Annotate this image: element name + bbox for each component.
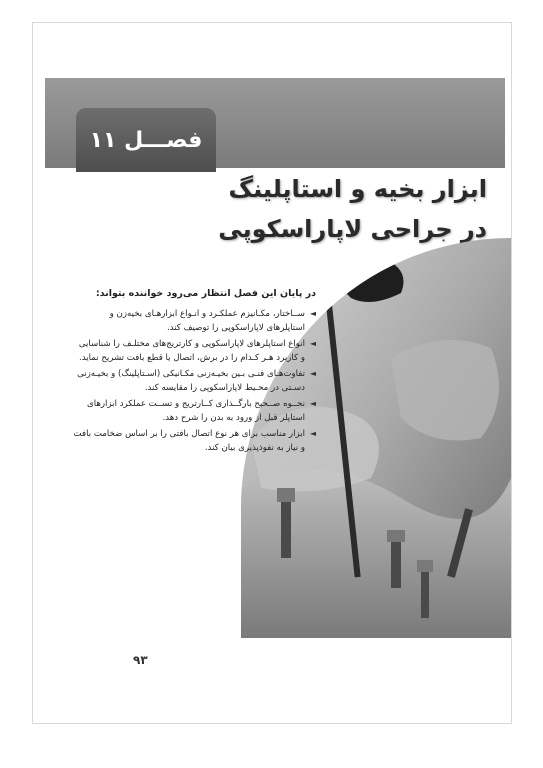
objectives-list bbox=[73, 307, 316, 455]
triangle-left-icon: ◄ bbox=[309, 399, 316, 408]
list-item: ◄ ســاختار، مکـانیزم عملکـرد و انـواع ابزارهـای بخیه‌زن و استاپلرهای لاپاراسکوپی را توصیف کند. bbox=[109, 309, 316, 333]
list-item: ◄ انواع استاپلرهای لاپاراسکوپی و کارتریج‌های مختلـف را شناسایی و کاربرد هـر کـدام را در برش، اتصال یا قطع بافت تشریح نماید. bbox=[78, 339, 316, 363]
page-number: ۹۳ bbox=[133, 653, 148, 667]
triangle-left-icon: ◄ bbox=[309, 429, 316, 438]
triangle-left-icon: ◄ bbox=[309, 309, 316, 318]
objectives-heading: در پایان این فصل انتظار می‌رود خواننده بتواند: bbox=[95, 288, 316, 299]
chapter-title-line-2: در جراحی لاپاراسکوپی bbox=[218, 215, 487, 243]
list-item: ◄ نحــوه صــحیح بارگــذاری کــارتریج و تســت عملکرد ابزارهای استاپلر قبل از ورود به بدن را شرح دهد. bbox=[87, 399, 316, 423]
page bbox=[32, 22, 512, 724]
list-item: ◄ ابزار مناسب برای هر نوع اتصال بافتی را بر اساس ضخامت بافت و نیاز به نفوذپذیری بیان کند. bbox=[73, 429, 316, 453]
list-item: ◄ تفاوت‌هـای فنـی بـین بخیـه‌زنی مکـانیکی (اسـتاپلینگ) و بخیـه‌زنی دسـتی در محـیط لاپاراسکوپی را مقایسه کند. bbox=[77, 369, 316, 393]
triangle-left-icon: ◄ bbox=[309, 339, 316, 348]
learning-objectives bbox=[73, 288, 316, 457]
chapter-title-line-1: ابزار بخیه و استاپلینگ bbox=[228, 175, 487, 203]
chapter-tab bbox=[76, 108, 216, 172]
triangle-left-icon: ◄ bbox=[309, 369, 316, 378]
chapter-label: فصـــل ۱۱ bbox=[89, 127, 203, 153]
